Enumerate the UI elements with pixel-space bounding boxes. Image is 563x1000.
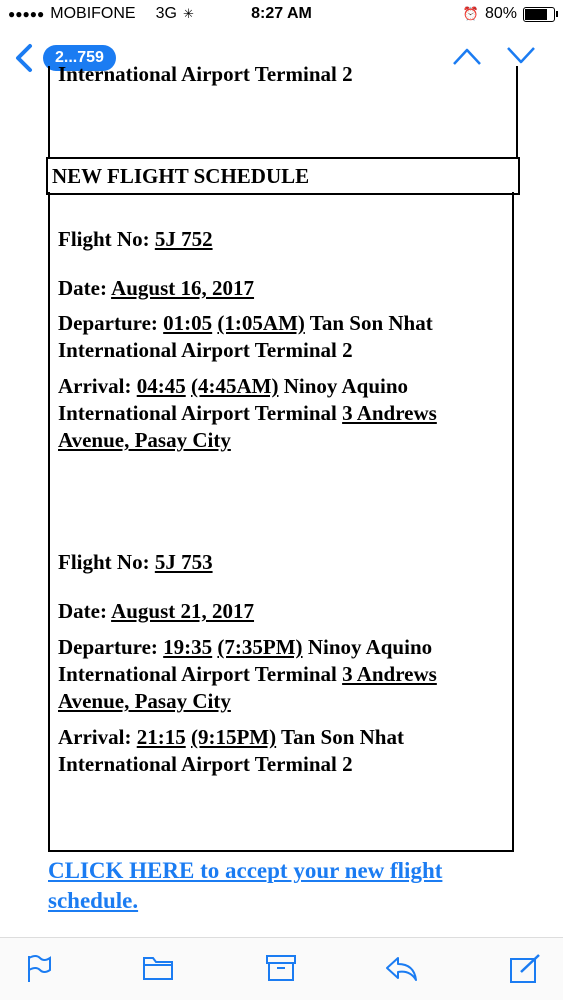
back-chevron-icon[interactable]: [12, 42, 40, 74]
carrier-name: MOBIFONE: [50, 5, 136, 22]
arrival-place: Tan Son Nhat: [281, 725, 404, 749]
email-body: [0, 62, 563, 938]
archive-icon[interactable]: [266, 954, 296, 982]
previous-section-box: [48, 62, 518, 157]
flight-number[interactable]: 5J 752: [154, 227, 213, 251]
flight-date[interactable]: August 16, 2017: [111, 276, 255, 300]
arrival-place: Ninoy Aquino: [283, 374, 409, 398]
arrival-time[interactable]: 21:15: [136, 725, 186, 749]
folder-icon[interactable]: [142, 954, 174, 982]
departure-place-2: International Airport Terminal 2: [58, 338, 353, 362]
battery-icon: [523, 7, 555, 22]
date-line: Date: August 21, 2017: [58, 599, 255, 623]
arrival-place-2: International Airport Terminal: [58, 401, 337, 425]
alarm-icon: ⏰: [462, 6, 479, 21]
flight-no-line: Flight No: 5J 752: [58, 227, 213, 251]
departure-place-2: International Airport Terminal: [58, 662, 337, 686]
arrival-time-12h[interactable]: (9:15PM): [190, 725, 277, 749]
date-line: Date: August 16, 2017: [58, 276, 255, 300]
loading-icon: ✳: [182, 6, 194, 21]
departure-time-12h[interactable]: (7:35PM): [217, 635, 303, 659]
status-bar: [0, 0, 563, 30]
schedule-box: [48, 192, 514, 852]
departure-line: Departure: 01:05 (1:05AM) Tan Son Nhat International Airport Terminal 2: [58, 311, 433, 362]
address-link-2[interactable]: Avenue, Pasay City: [58, 428, 231, 452]
departure-place: Tan Son Nhat: [309, 311, 433, 335]
flight-no-line: Flight No: 5J 753: [58, 550, 213, 574]
status-time: 8:27 AM: [251, 5, 312, 22]
arrival-line: Arrival: 04:45 (4:45AM) Ninoy Aquino International Airport Terminal 3 Andrews Avenue, Pasay City: [58, 374, 437, 452]
arrival-place-2: International Airport Terminal 2: [58, 752, 353, 776]
schedule-header: NEW FLIGHT SCHEDULE: [46, 157, 520, 195]
departure-time[interactable]: 01:05: [163, 311, 213, 335]
flight-date[interactable]: August 21, 2017: [111, 599, 255, 623]
compose-icon[interactable]: [509, 954, 541, 984]
bottom-toolbar: [0, 937, 563, 1000]
previous-section-text: International Airport Terminal 2: [58, 62, 353, 86]
network-type: 3G: [155, 5, 177, 22]
signal-dots-icon: ●●●●●: [8, 7, 45, 21]
battery-percent: 80%: [484, 5, 517, 22]
flight-number[interactable]: 5J 753: [154, 550, 213, 574]
arrival-time[interactable]: 04:45: [136, 374, 186, 398]
flag-icon[interactable]: [26, 954, 52, 984]
next-message-icon[interactable]: [506, 46, 536, 66]
previous-message-icon[interactable]: [452, 46, 482, 66]
reply-icon[interactable]: [384, 954, 418, 982]
departure-time[interactable]: 19:35: [163, 635, 213, 659]
address-link[interactable]: 3 Andrews: [342, 662, 437, 686]
arrival-time-12h[interactable]: (4:45AM): [190, 374, 279, 398]
departure-place: Ninoy Aquino: [307, 635, 433, 659]
address-link-2[interactable]: Avenue, Pasay City: [58, 689, 231, 713]
accept-schedule-link[interactable]: CLICK HERE to accept your new flight schedule.: [48, 858, 443, 913]
departure-line: Departure: 19:35 (7:35PM) Ninoy Aquino International Airport Terminal 3 Andrews Avenue, Pasay City: [58, 635, 437, 713]
departure-time-12h[interactable]: (1:05AM): [217, 311, 305, 335]
address-link[interactable]: 3 Andrews: [342, 401, 437, 425]
arrival-line: Arrival: 21:15 (9:15PM) Tan Son Nhat International Airport Terminal 2: [58, 725, 404, 776]
back-button[interactable]: 2...759: [43, 45, 116, 71]
